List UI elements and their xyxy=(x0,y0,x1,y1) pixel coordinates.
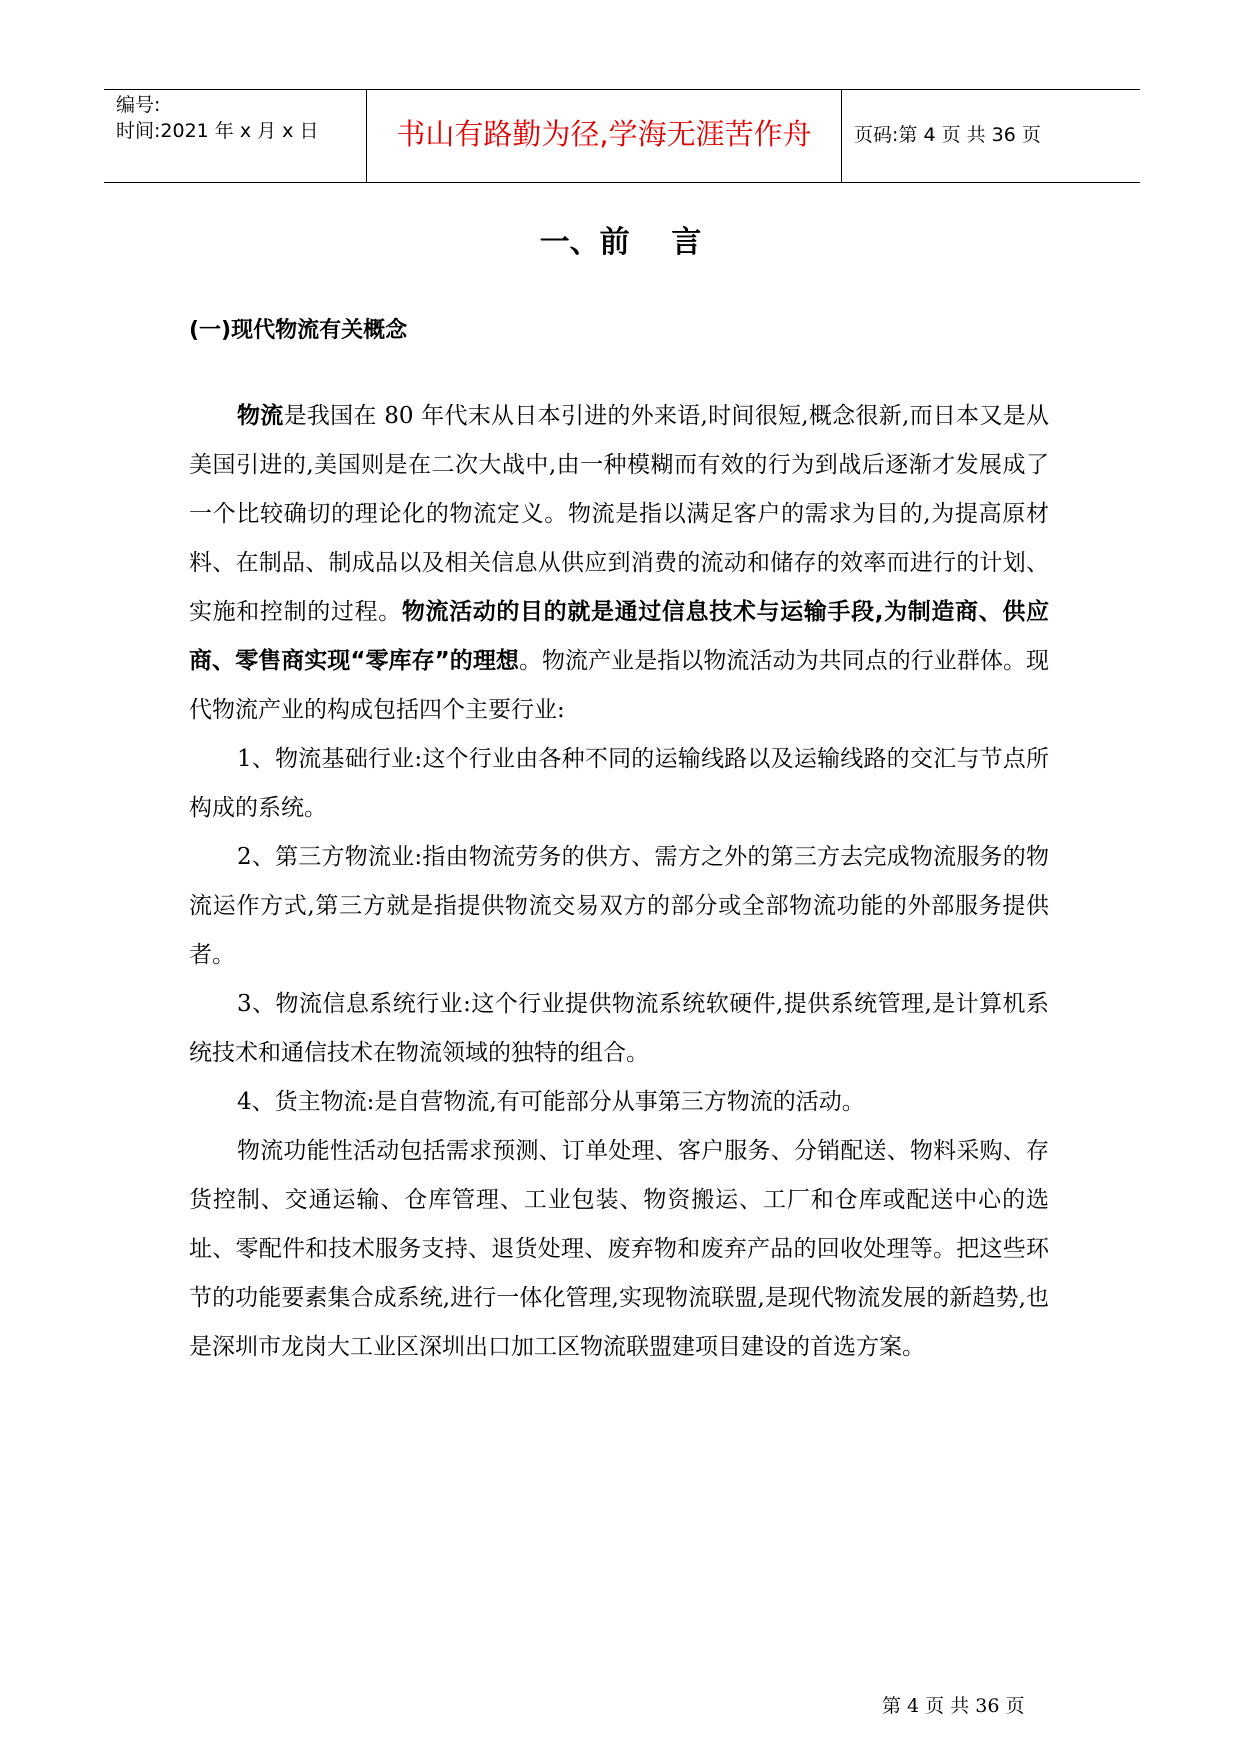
page-header-table xyxy=(104,89,1140,183)
serial-number-label: 编号: xyxy=(116,94,161,116)
section-heading: (一)现代物流有关概念 xyxy=(189,318,408,343)
paragraph-functional-activities: 物流功能性活动包括需求预测、订单处理、客户服务、分销配送、物料采购、存货控制、交通运输、仓库管理、工业包装、物资搬运、工厂和仓库或配送中心的选址、零配件和技术服务支持、退货处理、废弃物和废弃产品的回收处理等。把这些环节的功能要素集合成系统,进行一体化管理,实现物流联盟,是现代物流发展的新趋势,也是深圳市龙岗大工业区深圳出口加工区物流联盟建项目建设的首选方案。 xyxy=(189,1138,1049,1360)
paragraph-item-3: 3、物流信息系统行业:这个行业提供物流系统软硬件,提供系统管理,是计算机系统技术和通信技术在物流领域的独特的组合。 xyxy=(189,991,1049,1066)
page-title: 一、前 言 xyxy=(539,225,702,260)
paragraph-logistics-definition xyxy=(189,392,1049,735)
date-label: 时间:2021 年 x 月 x 日 xyxy=(116,120,319,142)
header-motto: 书山有路勤为径,学海无涯苦作舟 xyxy=(396,117,812,151)
paragraph-item-2: 2、第三方物流业:指由物流劳务的供方、需方之外的第三方去完成物流服务的物流运作方式,第三方就是指提供物流交易双方的部分或全部物流功能的外部服务提供者。 xyxy=(189,844,1049,968)
paragraph-item-1: 1、物流基础行业:这个行业由各种不同的运输线路以及运输线路的交汇与节点所构成的系统。 xyxy=(189,746,1049,821)
document-body xyxy=(189,392,1049,1372)
header-middle-cell xyxy=(367,90,842,182)
paragraph-item-4: 4、货主物流:是自营物流,有可能部分从事第三方物流的活动。 xyxy=(237,1089,865,1115)
header-right-cell xyxy=(842,90,1140,182)
bold-emphasis: 物流活动的目的就是通过信息技术与运输手段,为制造商、供应商、零售商实现“零库存”的理想 xyxy=(189,599,1049,674)
paragraph-text: 。物流产业是指以物流活动为共同点的行业群体。现代物流产业的构成包括四个主要行业: xyxy=(189,648,1050,723)
page-footer: 第 4 页 共 36 页 xyxy=(882,1695,1025,1717)
header-left-cell xyxy=(104,90,367,182)
bold-term: 物流 xyxy=(237,403,284,429)
paragraph-text: 是我国在 80 年代末从日本引进的外来语,时间很短,概念很新,而日本又是从美国引进的,美国则是在二次大战中,由一种模糊而有效的行为到战后逐渐才发展成了一个比较确切的理论化的物流定义。物流是指以满足客户的需求为目的,为提高原材料、在制品、制成品以及相关信息从供应到消费的流动和储存的效率而进行的计划、实施和控制的过程。 xyxy=(189,403,1050,625)
header-page-code: 页码:第 4 页 共 36 页 xyxy=(854,124,1041,146)
